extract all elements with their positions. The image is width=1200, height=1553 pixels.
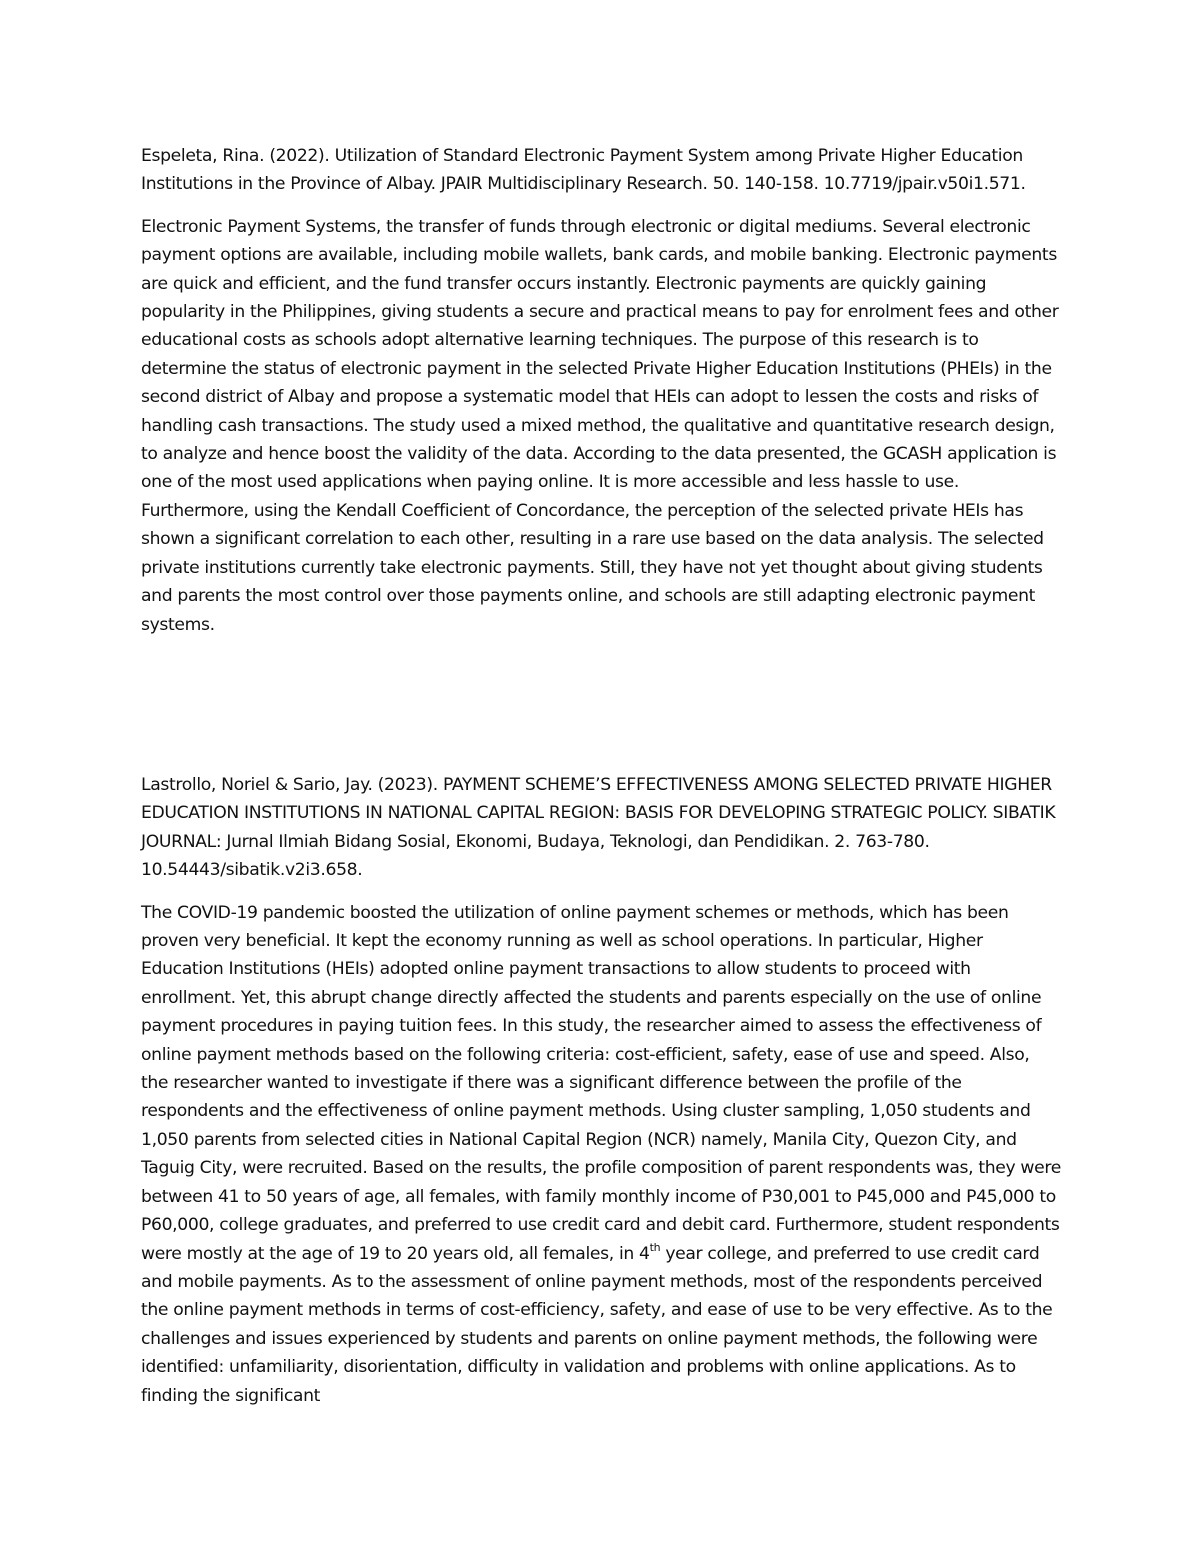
entry-2-abstract-part-2: year college, and preferred to use credit card and mobile payments. As to the assessment of online payment methods, most of the respondents perceived the online payment methods in terms of cost-efficiency, safety, and ease of use to be very effective. As to the challenges and issues experienced by students and parents on online payment methods, the following were identified: unfamiliarity, disorientation, difficulty in validation and problems with online applications. As to finding the significant xyxy=(141,1243,1053,1406)
entry-2 xyxy=(141,771,1061,1424)
ordinal-suffix: th xyxy=(649,1240,661,1254)
entry-2-citation: Lastrollo, Noriel & Sario, Jay. (2023). PAYMENT SCHEME’S EFFECTIVENESS AMONG SELECTED PRIVATE HIGHER EDUCATION INSTITUTIONS IN NATIONAL CAPITAL REGION: BASIS FOR DEVELOPING STRATEGIC POLICY. SIBATIK JOURNAL: Jurnal Ilmiah Bidang Sosial, Ekonomi, Budaya, Teknologi, dan Pendidikan. 2. 763-780. 10.54443/sibatik.v2i3.658. xyxy=(141,775,1056,881)
entry-2-abstract xyxy=(141,899,1061,1410)
entry-1 xyxy=(141,142,1061,653)
entry-2-abstract-part-1: The COVID-19 pandemic boosted the utilization of online payment schemes or methods, which has been proven very beneficial. It kept the economy running as well as school operations. In particular, Higher Education Institutions (HEIs) adopted online payment transactions to allow students to proceed with enrollment. Yet, this abrupt change directly affected the students and parents especially on the use of online payment procedures in paying tuition fees. In this study, the researcher aimed to assess the effectiveness of online payment methods based on the following criteria: cost-efficient, safety, ease of use and speed. Also, the researcher wanted to investigate if there was a significant difference between the profile of the respondents and the effectiveness of online payment methods. Using cluster sampling, 1,050 students and 1,050 parents from selected cities in National Capital Region (NCR) namely, Manila City, Quezon City, and Taguig City, were recruited. Based on the results, the profile composition of parent respondents was, they were between 41 to 50 years of age, all females, with family monthly income of P30,001 to P45,000 and P45,000 to P60,000, college graduates, and preferred to use credit card and debit card. Furthermore, student respondents were mostly at the age of 19 to 20 years old, all females, in 4 xyxy=(141,902,1061,1264)
entry-1-citation: Espeleta, Rina. (2022). Utilization of Standard Electronic Payment System among Private Higher Education Institutions in the Province of Albay. JPAIR Multidisciplinary Research. 50. 140-158. 10.7719/jpair.v50i1.571. xyxy=(141,146,1026,195)
entry-1-abstract: Electronic Payment Systems, the transfer of funds through electronic or digital mediums. Several electronic payment options are available, including mobile wallets, bank cards, and mobile banking. Electronic payments are quick and efficient, and the fund transfer occurs instantly. Electronic payments are quickly gaining popularity in the Philippines, giving students a secure and practical means to pay for enrolment fees and other educational costs as schools adopt alternative learning techniques. The purpose of this research is to determine the status of electronic payment in the selected Private Higher Education Institutions (PHEIs) in the second district of Albay and propose a systematic model that HEIs can adopt to lessen the costs and risks of handling cash transactions. The study used a mixed method, the qualitative and quantitative research design, to analyze and hence boost the validity of the data. According to the data presented, the GCASH application is one of the most used applications when paying online. It is more accessible and less hassle to use. Furthermore, using the Kendall Coefficient of Concordance, the perception of the selected private HEIs has shown a significant correlation to each other, resulting in a rare use based on the data analysis. The selected private institutions currently take electronic payments. Still, they have not yet thought about giving students and parents the most control over those payments online, and schools are still adapting electronic payment systems. xyxy=(141,216,1059,635)
